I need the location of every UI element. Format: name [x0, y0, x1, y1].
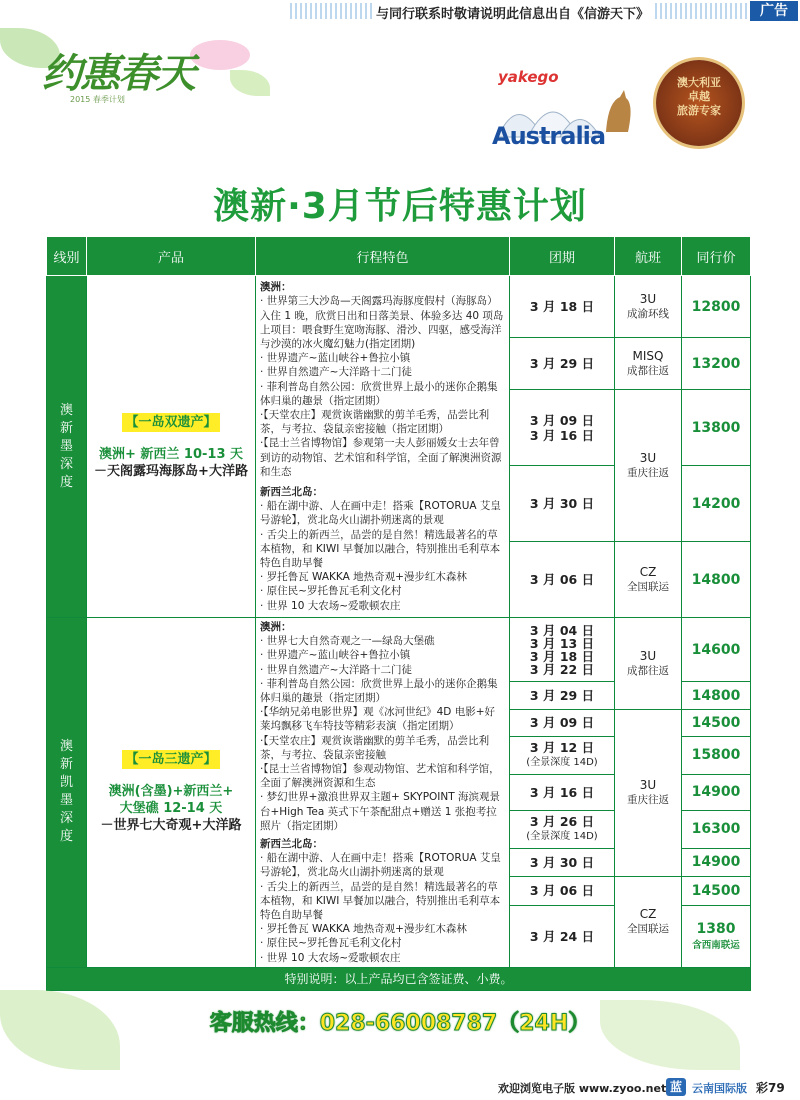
itinerary-line: · 世界遗产~蓝山峡谷+鲁拉小镇: [260, 649, 411, 662]
ad-badge: 广告: [750, 1, 798, 21]
itinerary-line: 新西兰北岛：: [260, 486, 323, 498]
flight-cell: [615, 542, 682, 618]
flight-cell: [615, 618, 682, 710]
flight-cell: [615, 876, 682, 967]
page-title: 澳新·3月节后特惠计划: [213, 186, 587, 227]
website-note: 欢迎浏览电子版 www.zyoo.net: [498, 1082, 667, 1095]
itinerary-line: · 梦幻世界+激浪世界双主题+ SKYPOINT 海滨观景台+High Tea 英式下午茶配甜点+赠送 1 张抱考拉照片（指定团期）: [260, 791, 500, 832]
itinerary-line: · 世界第三大沙岛—天阁露玛海豚度假村（海豚岛）入住 1 晚，欣赏日出和日落美景、体验多达 40 项岛上项目：喂食野生宽吻海豚、滑沙、四驱，感受海洋与沙漠的冰火魔幻魅力(指定团期): [260, 295, 504, 350]
seal-badge: [656, 60, 742, 146]
itinerary-line: · 世界遗产~蓝山峡谷+鲁拉小镇: [260, 352, 411, 365]
product-cell: [87, 276, 256, 618]
col-header-date: 团期: [510, 237, 615, 276]
itinerary-line: · 世界七大自然奇观之一—绿岛大堡礁: [260, 635, 435, 648]
seal-text: 澳大利亚 卓越 旅游专家: [677, 76, 721, 117]
customer-hotline: 客服热线：028-66008787（24H）: [209, 1011, 591, 1036]
flight-code: CZ: [639, 906, 657, 921]
date-cell: [510, 810, 615, 848]
flight-code: CZ: [639, 564, 657, 579]
route-name: 澳 新 凯 墨 深 度: [47, 618, 87, 968]
price-cell: 14800: [682, 542, 751, 618]
product-name: 澳洲(含墨)+新西兰+ 大堡礁 12-14 天: [108, 784, 234, 817]
itinerary-line: · 菲利普岛自然公园：欣赏世界上最小的迷你企鹅集体归巢的趣景（指定团期）: [260, 677, 498, 705]
flight-route: 重庆往返: [627, 466, 669, 479]
itinerary-line: · 舌尖上的新西兰，品尝的是自然！精选最著名的草本植物，和 KIWI 早餐加以融合，特别推出毛利草本特色自助早餐: [260, 528, 501, 570]
col-header-price: 同行价: [682, 237, 751, 276]
itinerary-line: · 世界 10 大农场~爱歌顿农庄: [260, 599, 401, 612]
itinerary-line: · 船在湖中游、人在画中走！搭乘【ROTORUA 艾皇号游轮】，赏北岛火山湖扑朔迷离的景观: [260, 852, 501, 879]
itinerary-line: · 世界自然遗产~大洋路十二门徒: [260, 663, 412, 676]
price-cell: 14600: [682, 618, 751, 682]
edition-name: 云南国际版: [692, 1082, 747, 1095]
flight-route: 成都往返: [627, 364, 669, 377]
itinerary-line: · 船在湖中游、人在画中走！搭乘【ROTORUA 艾皇号游轮】，赏北岛火山湖扑朔迷离的景观: [260, 500, 501, 527]
route-name: 澳 新 墨 深 度: [47, 276, 87, 618]
flight-code: MISQ: [632, 348, 664, 363]
price-note: 含西南联运: [692, 940, 740, 952]
flight-code: 3U: [639, 777, 657, 792]
itinerary-line: · 世界自然遗产~大洋路十二门徒: [260, 366, 412, 379]
departure-date: 3 月 30 日: [510, 848, 615, 876]
price-cell: 16300: [682, 810, 751, 848]
departure-date: 3 月 09 日 3 月 16 日: [510, 390, 615, 466]
price-cell: 14200: [682, 466, 751, 542]
logo-subtext: 2015 春季计划: [70, 95, 125, 104]
itinerary-line: ·【天堂农庄】观赏诙谐幽默的剪羊毛秀，品尝比利茶，与考拉、袋鼠亲密接触（指定团期）: [260, 408, 490, 436]
price-cell: 12800: [682, 276, 751, 338]
source-notice: 与同行联系时敬请说明此信息出自《信游天下》: [372, 3, 653, 22]
itinerary-line: · 罗托鲁瓦 WAKKA 地热奇观+漫步红木森林: [260, 571, 467, 584]
departure-date: 3 月 09 日: [510, 710, 615, 737]
departure-date: 3 月 16 日: [510, 774, 615, 810]
itinerary-line: 澳洲：: [260, 281, 292, 294]
flight-route: 全国联运: [627, 580, 669, 593]
note-row: [47, 967, 751, 990]
price-cell: 14900: [682, 848, 751, 876]
itinerary-cell: [256, 618, 510, 968]
price-cell: 14500: [682, 876, 751, 905]
price-cell: 13800: [682, 390, 751, 466]
australia-logo: [488, 60, 638, 155]
itinerary-line: 新西兰北岛：: [260, 838, 323, 851]
itinerary-line: ·【昆士兰省博物馆】参观第一夫人彭丽媛女士去年曾到访的动物馆、艺术馆和科学馆，全面了解澳洲资源和生态: [260, 437, 502, 478]
flight-cell: [615, 390, 682, 542]
col-header-line: 线别: [47, 237, 87, 276]
departure-date: 3 月 06 日: [510, 876, 615, 905]
product-name: 澳洲+ 新西兰 10-13 天: [98, 447, 244, 462]
itinerary-line: · 罗托鲁瓦 WAKKA 地热奇观+漫步红木森林: [260, 923, 467, 936]
col-header-itinerary: 行程特色: [256, 237, 510, 276]
product-tag: 【一岛双遗产】: [122, 413, 219, 432]
flight-cell: [615, 276, 682, 338]
table-row: [47, 276, 751, 338]
flight-route: 全国联运: [627, 922, 669, 935]
departure-date: 3 月 18 日: [510, 276, 615, 338]
page-number: 彩79: [756, 1081, 785, 1095]
product-tag: 【一岛三遗产】: [122, 750, 219, 769]
price-value: 1380: [696, 921, 736, 938]
table-row: [47, 618, 751, 682]
flight-route: 成都往返: [627, 664, 669, 677]
itinerary-cell: [256, 276, 510, 618]
flight-cell: [615, 338, 682, 390]
itinerary-line: ·【昆士兰省博物馆】参观动物馆、艺术馆和科学馆，全面了解澳洲资源和生态: [260, 763, 500, 790]
logo-text: 约惠春天: [42, 50, 194, 97]
price-cell: 15800: [682, 736, 751, 774]
col-header-flight: 航班: [615, 237, 682, 276]
price-cell: 13200: [682, 338, 751, 390]
date-cell: [510, 736, 615, 774]
departure-date: 3 月 30 日: [510, 466, 615, 542]
table-header-row: [47, 237, 751, 276]
yakego-logo-text: yakego: [498, 68, 559, 86]
departure-date: 3 月 06 日: [510, 542, 615, 618]
product-cell: [87, 618, 256, 968]
product-highlights: －天阁露玛海豚岛+大洋路: [94, 464, 248, 479]
product-highlights: －世界七大奇观+大洋路: [100, 818, 242, 834]
flight-code: 3U: [639, 648, 657, 663]
itinerary-line: ·【华纳兄弟电影世界】观《冰河世纪》4D 电影+好莱坞飘移飞车特技等精彩表演（指定团期）: [260, 706, 495, 733]
itinerary-line: · 菲利普岛自然公园：欣赏世界上最小的迷你企鹅集体归巢的趣景（指定团期）: [260, 380, 498, 407]
price-cell: 14500: [682, 710, 751, 737]
departure-date: 3 月 04 日 3 月 13 日 3 月 18 日 3 月 22 日: [510, 618, 615, 682]
australia-wordmark: Australia: [492, 122, 606, 150]
price-cell: [682, 905, 751, 967]
flight-code: 3U: [639, 450, 657, 465]
itinerary-line: · 舌尖上的新西兰，品尝的是自然！精选最著名的草本植物，和 KIWI 早餐加以融合，特别推出毛利草本特色自助早餐: [260, 880, 501, 922]
itinerary-line: 澳洲：: [260, 621, 292, 633]
price-cell: 14900: [682, 774, 751, 810]
itinerary-line: · 原住民~罗托鲁瓦毛利文化村: [260, 585, 402, 598]
departure-date: 3 月 24 日: [510, 905, 615, 967]
price-cell: 14800: [682, 682, 751, 710]
departure-date: 3 月 12 日: [529, 740, 595, 756]
flight-code: 3U: [639, 291, 657, 306]
date-note: (全景深度 14D): [526, 757, 598, 769]
col-header-product: 产品: [87, 237, 256, 276]
departure-date: 3 月 29 日: [510, 338, 615, 390]
top-bar: [0, 0, 800, 22]
spring-campaign-logo: [30, 30, 240, 110]
flight-route: 重庆往返: [627, 793, 669, 806]
page-footer: [0, 1075, 800, 1099]
itinerary-line: · 世界 10 大农场~爱歌顿农庄: [260, 951, 401, 964]
itinerary-line: ·【天堂农庄】观赏诙谐幽默的剪羊毛秀，品尝比利茶，与考拉、袋鼠亲密接触: [260, 734, 490, 761]
flight-cell: [615, 710, 682, 877]
departure-date: 3 月 26 日: [529, 814, 595, 830]
date-note: (全景深度 14D): [526, 831, 598, 843]
edition-badge: 蓝: [666, 1078, 686, 1096]
departure-date: 3 月 29 日: [510, 682, 615, 710]
itinerary-line: · 原住民~罗托鲁瓦毛利文化村: [260, 937, 402, 950]
tour-table: [46, 236, 751, 991]
flight-route: 成渝环线: [627, 307, 669, 320]
special-note: 特别说明：以上产品均已含签证费、小费。: [47, 967, 751, 990]
